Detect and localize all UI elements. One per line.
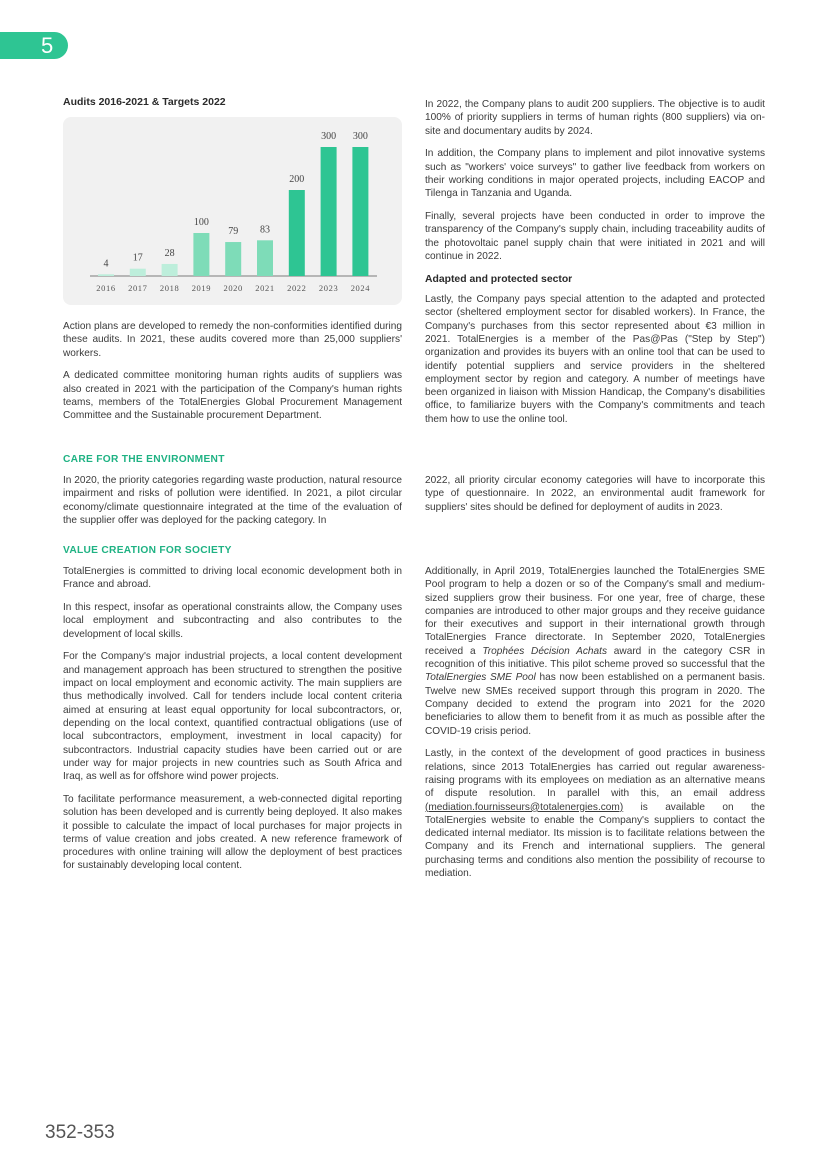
- bar-2022: [289, 190, 305, 276]
- value-label-2017: 17: [132, 252, 143, 264]
- paragraph: [425, 747, 765, 880]
- right-top-column: [425, 98, 765, 436]
- paragraph: [425, 565, 765, 738]
- tick-label-2017: 2017: [128, 283, 148, 293]
- footer-page-numbers: 352-353: [45, 1122, 115, 1143]
- bar-2019: [193, 233, 209, 276]
- bar-2021: [257, 240, 273, 276]
- text-run: is available on the TotalEnergies website to enable the Company's suppliers to contact the dedicated internal mediator. Its mission is to facilitate relations between the Company and its French and international suppliers. The general purchasing terms and conditions also mention the possibility of recourse to mediation.: [425, 801, 765, 880]
- value-label-2022: 200: [289, 174, 305, 185]
- left-top-column: [63, 320, 402, 432]
- value-label-2024: 300: [352, 131, 368, 142]
- audits-chart: [63, 117, 402, 305]
- chart-title: Audits 2016-2021 & Targets 2022: [63, 96, 226, 108]
- award-name: Trophées Décision Achats: [482, 645, 608, 657]
- value-label-2021: 83: [260, 224, 270, 236]
- paragraph: For the Company's major industrial projects, a local content development and management approach has been structured to strengthen the positive impact on local employment and economic activity. The main suppliers are thus methodically involved. Call for tenders include local content criteria aimed at ensuring at least equal opportunity for local subcontractors, or, depending on the local context, quantified contractual obligations (use of local subcontractors, employment, investment in local capacity) for subcontractors. Industrial capacity studies have been carried out or are under way for major projects in new countries such as South Africa and Iraq, as well as for offshore wind power projects.: [63, 651, 402, 783]
- value-label-2023: 300: [321, 131, 337, 142]
- tick-label-2024: 2024: [350, 283, 371, 293]
- tick-label-2023: 2023: [318, 283, 339, 293]
- bar-2018: [162, 264, 178, 276]
- tick-label-2022: 2022: [287, 283, 307, 293]
- value-label-2020: 79: [228, 226, 239, 238]
- text-run: Lastly, in the context of the development of good practices in business relations, since 2013 TotalEnergies has carried out regular awareness-raising programs with its employees on mediation as an alternative means of dispute resolution. In parallel with this, an email address: [425, 748, 765, 800]
- paragraph: A dedicated committee monitoring human rights audits of suppliers was also created in 2021 with the participation of the Company's human rights teams, members of the TotalEnergies Global Procurement Management Committee and the Sustainable procurement Department.: [63, 370, 402, 422]
- tick-label-2020: 2020: [223, 283, 243, 293]
- subheading-adapted-sector: Adapted and protected sector: [425, 273, 573, 285]
- paragraph: Lastly, the Company pays special attention to the adapted and protected sector (sheltered employment sector for disabled workers). In France, the Company's purchases from this sector represented about €3 million in 2021. TotalEnergies is a member of the Pas@Pas ("Step by Step") organization and provides its buyers with an online tool that can be used to identify potential suppliers and service providers in the sheltered employment sector by region and category. A number of meetings have been organized in liaison with Mission Handicap, the Company's disabilities office, to familiarize buyers with the Company's commitments and teach them how to use the online tool.: [425, 294, 765, 425]
- bar-2020: [225, 242, 241, 276]
- page-tab-number: 5: [41, 33, 54, 58]
- paragraph: TotalEnergies is committed to driving local economic development both in France and abroad.: [63, 566, 402, 591]
- section-title-society: VALUE CREATION FOR SOCIETY: [63, 545, 232, 556]
- mediation-email-link[interactable]: (mediation.fournisseurs@totalenergies.com): [425, 801, 624, 813]
- tick-label-2021: 2021: [255, 283, 275, 293]
- bar-2017: [130, 269, 146, 276]
- bar-2023: [321, 147, 337, 276]
- bar-2016: [98, 274, 114, 276]
- tick-label-2019: 2019: [191, 283, 212, 293]
- value-label-2019: 100: [193, 217, 209, 228]
- paragraph: In 2020, the priority categories regarding waste production, natural resource impairment and risks of pollution were identified. In 2021, a pilot circular economy/climate questionnaire integrated at the time of the evaluation of the supplier offer was deployed for the packing category. In: [63, 475, 402, 526]
- society-left: [63, 565, 402, 882]
- value-label-2016: 4: [103, 258, 109, 270]
- text-run: has now been established on a permanent basis. Twelve new SMEs received support through this program in 2020. The Company decided to extend the program into 2021 for the 2020 beneficiaries to allow them to benefit from it as much as possible after the COVID-19 crisis period.: [425, 672, 765, 737]
- paragraph: In 2022, the Company plans to audit 200 suppliers. The objective is to audit 100% of priority suppliers in terms of human rights (800 suppliers) via on-site and documentary audits by 2024.: [425, 99, 765, 137]
- environment-left: [63, 474, 402, 537]
- paragraph: 2022, all priority circular economy categories will have to incorporate this type of questionnaire. In 2022, an environmental audit framework for suppliers' sites should be defined for deployment of audits in 2023.: [425, 475, 765, 513]
- text-run: award in the category CSR in recognition of this initiative. This pilot scheme proved so successful that the: [425, 645, 765, 671]
- text-run: Additionally, in April 2019, TotalEnergies launched the TotalEnergies SME Pool program to help a dozen or so of the Company's small and medium-sized suppliers grow their business. For one year, free of charge, these companies are introduced to other major groups and they receive guidance for their executives and support in their international growth through TotalEnergies France directorate. In September 2020, TotalEnergies received a: [425, 566, 765, 657]
- page-tab: [0, 32, 68, 59]
- program-name: TotalEnergies SME Pool: [425, 672, 536, 684]
- audits-chart-svg: [63, 117, 402, 305]
- bar-2024: [352, 147, 368, 276]
- environment-right: [425, 474, 765, 523]
- paragraph: Action plans are developed to remedy the non-conformities identified during these audits. In 2021, these audits covered more than 25,000 suppliers' workers.: [63, 321, 402, 359]
- society-right: [425, 565, 765, 890]
- paragraph: In this respect, insofar as operational constraints allow, the Company uses local employment and subcontracting and also contributes to the development of local skills.: [63, 602, 402, 640]
- tick-label-2016: 2016: [96, 283, 116, 293]
- paragraph: Finally, several projects have been conducted in order to improve the transparency of the Company's supply chain, including traceability audits of the photovoltaic panel supply chain that were initiated in 2021 and will continue in 2022.: [425, 211, 765, 262]
- value-label-2018: 28: [164, 247, 175, 259]
- tick-label-2018: 2018: [159, 283, 180, 293]
- section-title-environment: CARE FOR THE ENVIRONMENT: [63, 454, 225, 465]
- paragraph: To facilitate performance measurement, a web-connected digital reporting solution has been developed and is currently being deployed. It also makes it possible to calculate the impact of local purchases for major projects in terms of value creation and jobs created. A new reference framework of procedures with online training will allow the deployment of best practices for sustainably developing local content.: [63, 793, 402, 872]
- paragraph: In addition, the Company plans to implement and pilot innovative systems such as "workers' voice surveys" to gather live feedback from workers on their working conditions in major operated projects, including EACOP and Tilenga in Tanzania and Uganda.: [425, 148, 765, 200]
